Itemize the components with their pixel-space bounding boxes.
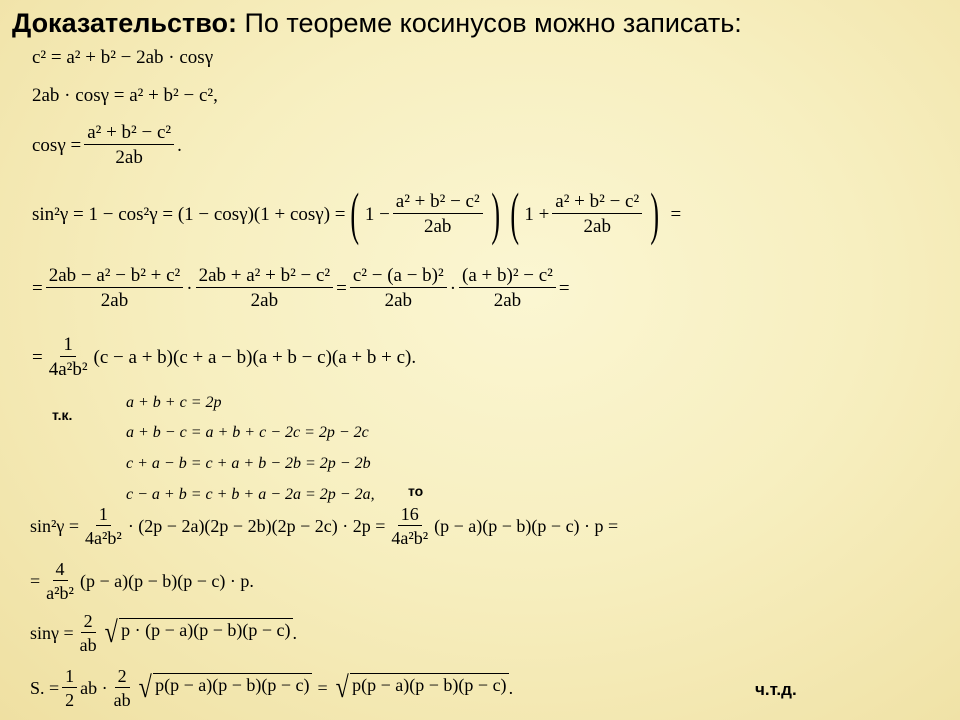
square-root [137, 673, 312, 703]
fraction-numerator: 1 [60, 335, 76, 357]
slide-title [12, 8, 742, 39]
fraction-numerator: a² + b² − c² [84, 123, 174, 145]
eq-mid: ab · [80, 678, 108, 698]
eq-end: (p − a)(p − b)(p − c) · p = [434, 516, 619, 536]
equation-simplified [30, 560, 254, 602]
eq-end: . [177, 134, 182, 156]
fraction-denominator: 2ab [583, 216, 611, 238]
equation-sin-gamma [30, 612, 297, 654]
fraction [111, 667, 134, 709]
fraction-numerator: 2ab − a² − b² + c² [46, 266, 184, 288]
radical-sign: √ [335, 671, 349, 704]
fraction [552, 192, 642, 236]
fraction-denominator: ab [79, 635, 97, 655]
fraction-denominator: 4a²b² [391, 528, 429, 548]
eq-end: . [292, 623, 297, 643]
paren-pre: 1 + [524, 203, 550, 225]
equation-sin-squared-expansion [32, 181, 682, 246]
equation-product-fractions [32, 266, 570, 310]
paren-group-1 [345, 181, 505, 246]
radicand: p(p − a)(p − b)(p − c) [153, 673, 311, 703]
right-paren: ) [650, 181, 660, 246]
equation-cos-gamma [32, 123, 182, 167]
fraction-denominator: 2ab [250, 290, 279, 311]
equation-factored [32, 335, 416, 379]
eq-left: = [32, 346, 43, 368]
fraction-denominator: 2ab [384, 290, 412, 311]
fraction [459, 266, 556, 310]
title-bold: Доказательство: [12, 8, 237, 38]
dot-operator: · [449, 277, 457, 299]
fraction-numerator: 2 [81, 612, 96, 633]
fraction-numerator: a² + b² − c² [393, 192, 483, 214]
fraction-numerator: 16 [398, 505, 422, 526]
radicand: p · (p − a)(p − b)(p − c) [119, 618, 292, 648]
eq-rest: (c − a + b)(c + a − b)(a + b − c)(a + b + c). [93, 346, 417, 368]
equation-law-of-cosines [32, 48, 213, 67]
fraction-denominator: 2 [65, 690, 75, 710]
fraction-numerator: c² − (a − b)² [350, 266, 447, 288]
eq-text: c² = a² + b² − 2ab · cosγ [32, 47, 214, 68]
eq-end: = [558, 277, 570, 299]
fraction-numerator: 2ab + a² + b² − c² [196, 266, 334, 288]
fraction-numerator: 4 [53, 560, 68, 581]
equation-heron-area [30, 667, 513, 709]
fraction-denominator: 2ab [493, 290, 522, 311]
square-root [103, 618, 293, 648]
fraction [196, 266, 334, 310]
qed-label: ч.т.д. [755, 680, 797, 699]
dot-operator: · [186, 277, 193, 299]
fraction-numerator: 1 [62, 667, 77, 688]
eq-left: = [32, 277, 43, 299]
eq-mid: · (2p − 2a)(2p − 2b)(2p − 2c) · 2p = [127, 516, 386, 536]
semiperimeter-def: a + b + c = 2p [126, 394, 222, 411]
fraction [393, 192, 483, 236]
fraction [62, 667, 77, 709]
equation-2ab-cos [32, 86, 218, 105]
radical-sign: √ [138, 671, 152, 704]
eq-left: cosγ = [32, 134, 82, 156]
eq-left: sinγ = [30, 623, 74, 643]
fraction-denominator: 2ab [424, 216, 452, 238]
fraction [388, 505, 431, 547]
eq-end: . [508, 678, 514, 698]
fraction [46, 266, 184, 310]
eq-text: 2ab · cosγ = a² + b² − c², [32, 85, 218, 106]
eq-mid: = [336, 277, 347, 299]
substitution-1: a + b − c = a + b + c − 2c = 2p − 2c [126, 424, 369, 441]
eq-end: = [670, 203, 682, 225]
fraction-numerator: 1 [96, 505, 111, 526]
then-label: то [408, 483, 424, 499]
eq-left: = [30, 571, 41, 591]
eq-left: sin²γ = [30, 516, 80, 536]
fraction-numerator: 2 [115, 667, 130, 688]
fraction-denominator: a²b² [46, 583, 74, 603]
fraction [84, 123, 174, 167]
equation-sin-squared-p [30, 505, 618, 547]
fraction-denominator: 4a²b² [48, 359, 88, 380]
eq-left: S. = [30, 678, 60, 698]
fraction-numerator: a² + b² − c² [552, 192, 642, 214]
title-rest: По теореме косинусов можно записать: [236, 8, 742, 38]
right-paren: ) [490, 181, 500, 246]
left-paren: ( [510, 181, 520, 246]
fraction [77, 612, 100, 654]
eq-equals: = [317, 678, 328, 698]
substitution-3: c − a + b = c + b + a − 2a = 2p − 2a, [126, 486, 375, 503]
fraction-denominator: 4a²b² [85, 528, 122, 548]
radical-sign: √ [104, 616, 118, 649]
fraction [43, 560, 77, 602]
square-root [334, 673, 509, 703]
fraction-denominator: 2ab [115, 147, 143, 168]
radicand: p(p − a)(p − b)(p − c) [350, 673, 508, 703]
since-label: т.к. [52, 407, 73, 423]
substitution-2: c + a − b = c + a + b − 2b = 2p − 2b [126, 455, 371, 472]
fraction [350, 266, 447, 310]
eq-left: sin²γ = 1 − cos²γ = (1 − cosγ)(1 + cosγ) = [32, 203, 346, 225]
fraction-numerator: (a + b)² − c² [459, 266, 556, 288]
left-paren: ( [350, 181, 360, 246]
fraction-denominator: 2ab [100, 290, 129, 311]
paren-pre: 1 − [364, 203, 390, 225]
paren-group-2 [505, 181, 665, 246]
eq-end: (p − a)(p − b)(p − c) · p. [79, 571, 254, 591]
fraction [82, 505, 125, 547]
fraction [46, 335, 91, 379]
fraction-denominator: ab [113, 690, 131, 710]
